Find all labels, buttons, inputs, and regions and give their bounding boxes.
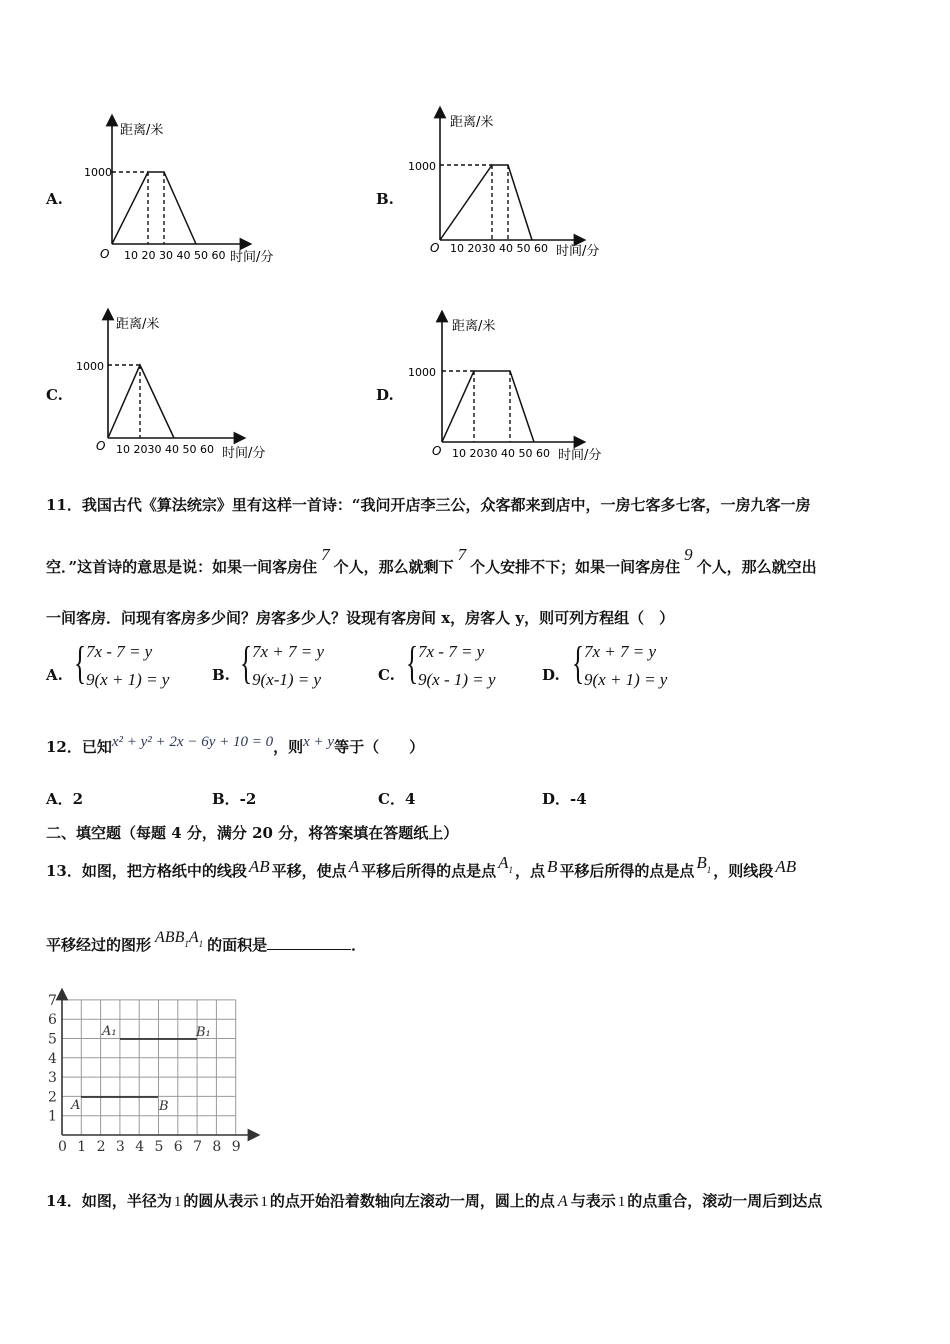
grid-x-tick: 8 bbox=[212, 1139, 222, 1155]
grid-x-tick: 5 bbox=[154, 1139, 164, 1155]
y-axis-label: 距离/米 bbox=[450, 115, 494, 130]
q13-line2: 平移经过的图形 $ABB^1A^1$ 的面积是 ． bbox=[46, 929, 367, 954]
option-d-graph bbox=[408, 310, 622, 470]
q12-option-a: A．2 bbox=[46, 790, 84, 808]
grid-x-tick: 3 bbox=[115, 1139, 125, 1155]
q13-grid-figure bbox=[40, 990, 270, 1160]
x-ticks: 10 20 30 40 50 60 bbox=[124, 249, 226, 262]
label-a: A bbox=[71, 1098, 81, 1113]
label-b: B bbox=[159, 1099, 169, 1114]
grid-y-tick: 4 bbox=[48, 1050, 57, 1067]
grid-x-tick: 1 bbox=[77, 1139, 87, 1155]
svg-text:时间/分: 时间/分 bbox=[556, 244, 600, 259]
option-a-label: A. bbox=[46, 190, 63, 208]
option-d-label: D. bbox=[376, 386, 394, 404]
q11-option-d-label: D. bbox=[542, 666, 560, 684]
grid-x-tick: 2 bbox=[96, 1139, 106, 1155]
grid-x-tick: 6 bbox=[173, 1139, 183, 1155]
y-tick-1000: 1000 bbox=[84, 166, 112, 179]
q12-option-d: D．-4 bbox=[542, 790, 587, 808]
q11-line2: 空．”这首诗的意思是说：如果一间客房住7个人，那么就剩下7个人安排不下；如果一间客房住9个人，那么就空出 bbox=[46, 545, 817, 576]
svg-text:1000: 1000 bbox=[76, 360, 104, 373]
label-a1: A₁ bbox=[102, 1024, 117, 1039]
svg-text:10 2030 40 50 60: 10 2030 40 50 60 bbox=[116, 443, 214, 456]
q11-line1: 11．我国古代《算法统宗》里有这样一首诗：“我问开店李三公，众客都来到店中，一房七客多七客，一房九客一房 bbox=[46, 496, 811, 514]
svg-text:1000: 1000 bbox=[408, 366, 436, 379]
q11-option-b-label: B. bbox=[212, 666, 230, 684]
q11-option-a-system: { 7x - 7 = y 9(x + 1) = y bbox=[74, 637, 170, 689]
svg-text:时间/分: 时间/分 bbox=[222, 446, 266, 461]
distance-line bbox=[112, 172, 196, 244]
svg-text:O: O bbox=[96, 439, 106, 453]
q12-option-c: C．4 bbox=[378, 790, 416, 808]
option-b-label: B. bbox=[376, 190, 394, 208]
svg-text:距离/米: 距离/米 bbox=[116, 317, 160, 332]
svg-text:O: O bbox=[432, 444, 442, 458]
y-axis-label: 距离/米 bbox=[120, 123, 164, 138]
option-a-graph bbox=[84, 112, 286, 272]
grid-y-tick: 2 bbox=[48, 1089, 57, 1106]
y-tick-1000: 1000 bbox=[408, 160, 436, 173]
grid-y-tick: 1 bbox=[48, 1108, 57, 1125]
grid-y-tick: 3 bbox=[48, 1070, 57, 1087]
answer-blank bbox=[267, 935, 351, 950]
grid-x-tick: 9 bbox=[231, 1139, 241, 1155]
svg-text:时间/分: 时间/分 bbox=[558, 448, 602, 463]
q11-option-c-system: { 7x - 7 = y 9(x - 1) = y bbox=[406, 637, 496, 689]
grid-y-tick: 6 bbox=[48, 1012, 57, 1029]
option-c-label: C. bbox=[46, 386, 63, 404]
q13-line1: 13．如图，把方格纸中的线段 AB 平移，使点 A 平移后所得的点是点 $A^1$ ，点 B 平移后所得的点是点 $B^1$ ，则线段 AB bbox=[46, 853, 797, 880]
svg-text:距离/米: 距离/米 bbox=[452, 319, 496, 334]
grid-x-tick: 0 bbox=[58, 1139, 67, 1155]
q11-option-d-system: { 7x + 7 = y 9(x + 1) = y bbox=[572, 637, 668, 689]
q11-line3: 一间客房．问现有客房多少间？房客多少人？设现有客房间 x，房客人 y，则可列方程组（ ） bbox=[46, 609, 675, 627]
q11-option-c-label: C. bbox=[378, 666, 395, 684]
grid-y-tick: 5 bbox=[48, 1031, 57, 1048]
q11-option-a-label: A. bbox=[46, 666, 63, 684]
section2-title: 二、填空题（每题 4 分，满分 20 分，将答案填在答题纸上） bbox=[46, 824, 459, 842]
q12-stem: 12．已知x² + y² + 2x − 6y + 10 = 0，则x + y等于（ ） bbox=[46, 734, 425, 756]
grid-x-tick: 4 bbox=[135, 1139, 145, 1155]
q14-line1: 14．如图，半径为 1 的圆从表示 1 的点开始沿着数轴向左滚动一周，圆上的点 A 与表示 1 的点重合，滚动一周后到达点 bbox=[46, 1192, 823, 1210]
svg-text:10 2030 40 50 60: 10 2030 40 50 60 bbox=[452, 447, 550, 460]
q12-option-b: B．-2 bbox=[212, 790, 257, 808]
option-b-graph bbox=[408, 106, 622, 266]
grid-y-tick: 7 bbox=[48, 992, 57, 1009]
q11-option-b-system: { 7x + 7 = y 9(x-1) = y bbox=[240, 637, 325, 689]
origin-label: O bbox=[100, 247, 110, 261]
svg-text:O: O bbox=[430, 241, 440, 255]
label-b1: B₁ bbox=[196, 1025, 211, 1040]
grid-x-tick: 7 bbox=[193, 1139, 203, 1155]
x-axis-label: 时间/分 bbox=[230, 250, 274, 265]
svg-text:10 2030 40 50 60: 10 2030 40 50 60 bbox=[450, 242, 548, 255]
option-c-graph bbox=[76, 308, 290, 468]
